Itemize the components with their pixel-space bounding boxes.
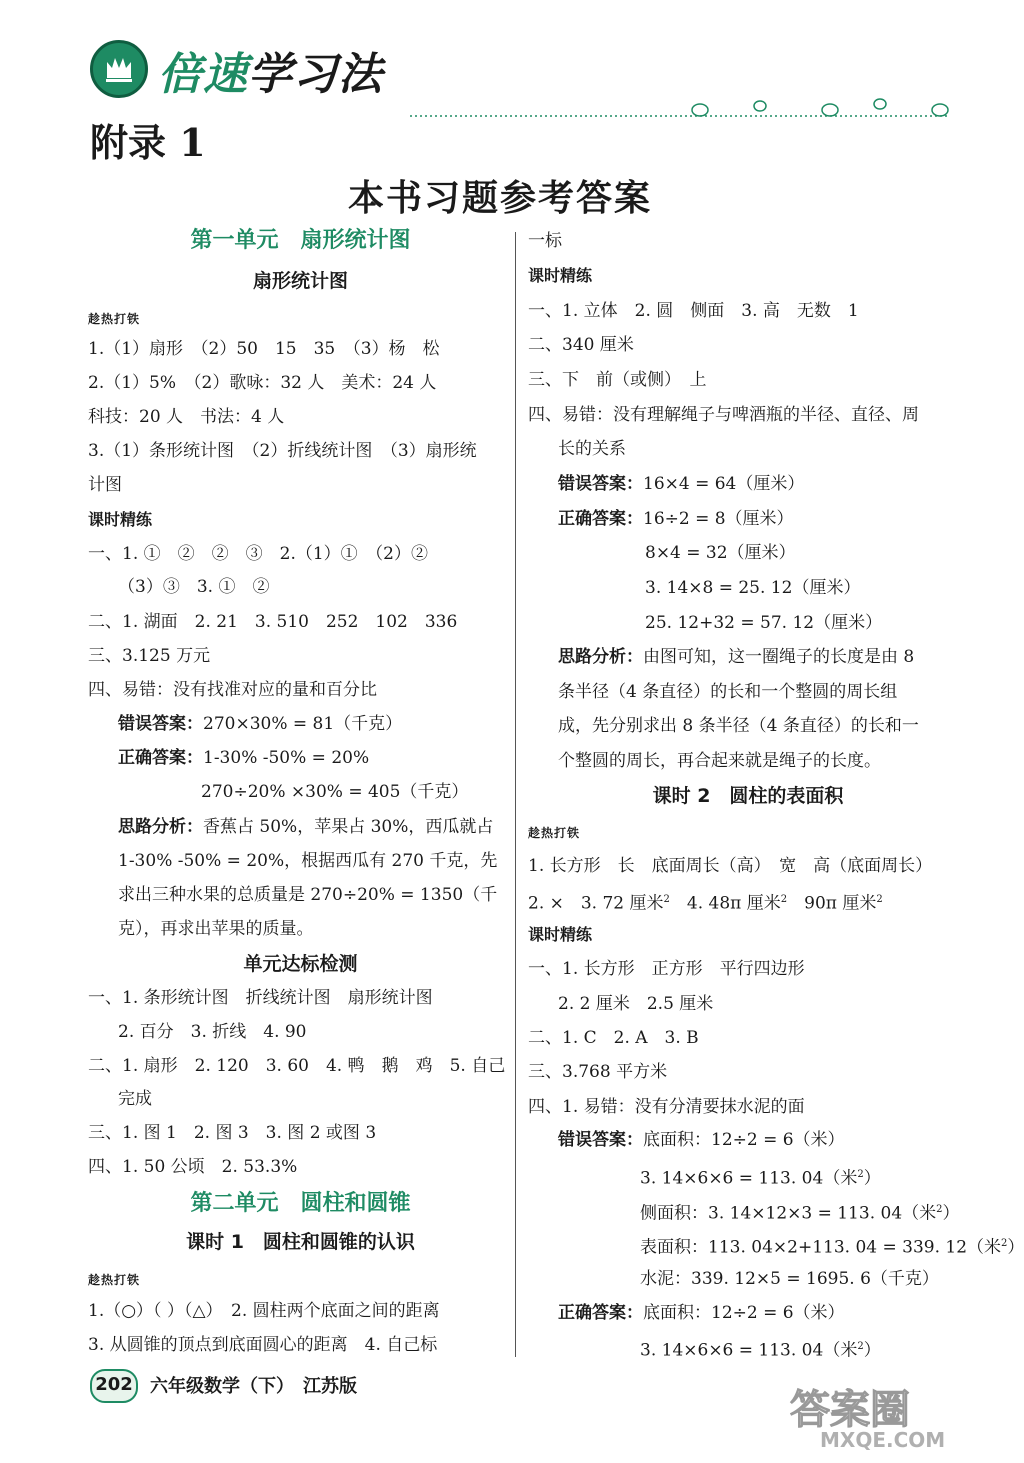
- warmup-tag: 趁热打铁: [528, 826, 581, 840]
- answer-line: 表面积：113. 04×2+113. 04 = 339. 12（米$^2$）: [640, 1237, 1024, 1258]
- answer-line: 二、1. 扇形 2. 120 3. 60 4. 鸭 鹅 鸡 5. 自己: [88, 1056, 506, 1076]
- answer-line: 个整圆的周长，再合起来就是绳子的长度。: [558, 751, 881, 771]
- answer-line: 长的关系: [558, 439, 626, 459]
- watermark-text: 答案圈: [790, 1387, 910, 1433]
- page-title: 本书习题参考答案: [347, 178, 652, 219]
- answer-line: 完成: [118, 1089, 152, 1109]
- book-name: 六年级数学（下） 江苏版: [150, 1376, 357, 1397]
- answer-line: 1-30% -50% = 20%，根据西瓜有 270 千克，先: [118, 851, 498, 871]
- answer-line: 二、1. 湖面 2. 21 3. 510 252 102 336: [88, 612, 458, 632]
- answer-line: 2. × 3. 72 厘米$^2$ 4. 48π 厘米$^2$ 90π 厘米$^2$: [528, 893, 883, 914]
- answer-line: 思路分析：香蕉占 50%，苹果占 30%，西瓜就占: [118, 817, 494, 837]
- answer-line: 3. 14×6×6 = 113. 04（米$^2$）: [640, 1168, 881, 1189]
- answer-line: 三、1. 图 1 2. 图 3 3. 图 2 或图 3: [88, 1123, 377, 1143]
- answer-line: 25. 12+32 = 57. 12（厘米）: [645, 613, 883, 633]
- unit-2-title: 第二单元 圆柱和圆锥: [190, 1191, 411, 1216]
- answer-line: 四、易错：没有找准对应的量和百分比: [88, 680, 377, 700]
- answer-line: 2. 2 厘米 2.5 厘米: [558, 994, 714, 1014]
- answer-line: 一、1. 立体 2. 圆 侧面 3. 高 无数 1: [528, 301, 859, 321]
- column-divider: [515, 232, 516, 1357]
- answer-line: 求出三种水果的总质量是 270÷20% = 1350（千: [118, 885, 498, 905]
- answer-line: 2. 百分 3. 折线 4. 90: [118, 1022, 307, 1042]
- page-footer: [90, 1365, 490, 1405]
- practice-tag: 课时精练: [528, 925, 593, 944]
- answer-line: 3. 从圆锥的顶点到底面圆心的距离 4. 自己标: [88, 1335, 438, 1355]
- answer-line: 3.（1）条形统计图 （2）折线统计图 （3）扇形统: [88, 441, 477, 461]
- practice-tag: 课时精练: [88, 510, 153, 529]
- warmup-tag: 趁热打铁: [88, 1273, 141, 1287]
- answer-line: 一、1. 条形统计图 折线统计图 扇形统计图: [88, 988, 433, 1008]
- answer-line: 一、1. 长方形 正方形 平行四边形: [528, 959, 805, 979]
- practice-tag: 课时精练: [528, 266, 593, 285]
- logo-icon: [90, 40, 148, 98]
- answer-line: 科技：20 人 书法：4 人: [88, 407, 285, 427]
- page-number: 202: [90, 1369, 138, 1403]
- appendix-label: 附录 1: [90, 120, 206, 165]
- unit-1-title: 第一单元 扇形统计图: [190, 228, 411, 253]
- answer-line: 四、1. 易错：没有分清要抹水泥的面: [528, 1097, 805, 1117]
- page-header: [90, 36, 970, 106]
- answer-line: 克），再求出苹果的质量。: [118, 919, 314, 939]
- answer-line: 三、下 前（或侧） 上: [528, 370, 707, 390]
- answer-line: 二、340 厘米: [528, 335, 634, 355]
- answer-line: （3）③ 3. ① ②: [118, 577, 270, 597]
- answer-line: 1.（1）扇形 （2）50 15 35 （3）杨 松: [88, 339, 440, 359]
- answer-line: 水泥：339. 12×5 = 1695. 6（千克）: [640, 1269, 939, 1289]
- answer-line: 一、1. ① ② ② ③ 2.（1）① （2）②: [88, 544, 428, 564]
- logo-title: 倍速学习法: [158, 49, 383, 100]
- answer-line: 3. 14×6×6 = 113. 04（米$^2$）: [640, 1340, 881, 1361]
- watermark: [790, 1378, 990, 1458]
- section-title: 扇形统计图: [252, 270, 348, 292]
- section-title: 单元达标检测: [243, 953, 358, 975]
- answer-line: 1.（○）（ ）（△） 2. 圆柱两个底面之间的距离: [88, 1301, 440, 1321]
- warmup-tag: 趁热打铁: [88, 312, 141, 326]
- answer-line: 四、易错：没有理解绳子与啤酒瓶的半径、直径、周: [528, 405, 919, 425]
- answer-line: 8×4 = 32（厘米）: [645, 543, 796, 563]
- answer-line: 侧面积：3. 14×12×3 = 113. 04（米$^2$）: [640, 1203, 960, 1224]
- answer-line: 一标: [528, 231, 562, 251]
- header-decoration: [410, 98, 970, 128]
- answer-line: 错误答案：底面积：12÷2 = 6（米）: [558, 1130, 845, 1150]
- answer-line: 二、1. C 2. A 3. B: [528, 1028, 699, 1048]
- answer-line: 三、3.768 平方米: [528, 1062, 668, 1082]
- answer-line: 错误答案：270×30% = 81（千克）: [118, 714, 403, 734]
- answer-line: 正确答案：底面积：12÷2 = 6（米）: [558, 1303, 845, 1323]
- answer-line: 四、1. 50 公顷 2. 53.3%: [88, 1157, 298, 1177]
- answer-line: 三、3.125 万元: [88, 646, 211, 666]
- answer-line: 正确答案：16÷2 = 8（厘米）: [558, 509, 794, 529]
- lesson-title: 课时 1 圆柱和圆锥的认识: [186, 1231, 415, 1253]
- answer-line: 270÷20% ×30% = 405（千克）: [201, 782, 469, 802]
- answer-line: 条半径（4 条直径）的长和一个整圆的周长组: [558, 682, 898, 702]
- watermark-url: MXQE.COM: [820, 1428, 946, 1452]
- answer-line: 2.（1）5% （2）歌咏：32 人 美术：24 人: [88, 373, 437, 393]
- answer-line: 3. 14×8 = 25. 12（厘米）: [645, 578, 861, 598]
- answer-line: 正确答案：1-30% -50% = 20%: [118, 748, 370, 768]
- lesson-title: 课时 2 圆柱的表面积: [652, 785, 844, 807]
- answer-line: 计图: [88, 475, 122, 495]
- answer-line: 思路分析：由图可知，这一圈绳子的长度是由 8: [558, 647, 915, 667]
- answer-line: 错误答案：16×4 = 64（厘米）: [558, 474, 805, 494]
- answer-line: 成，先分别求出 8 条半径（4 条直径）的长和一: [558, 716, 919, 736]
- answer-line: 1. 长方形 长 底面周长（高） 宽 高（底面周长）: [528, 856, 933, 876]
